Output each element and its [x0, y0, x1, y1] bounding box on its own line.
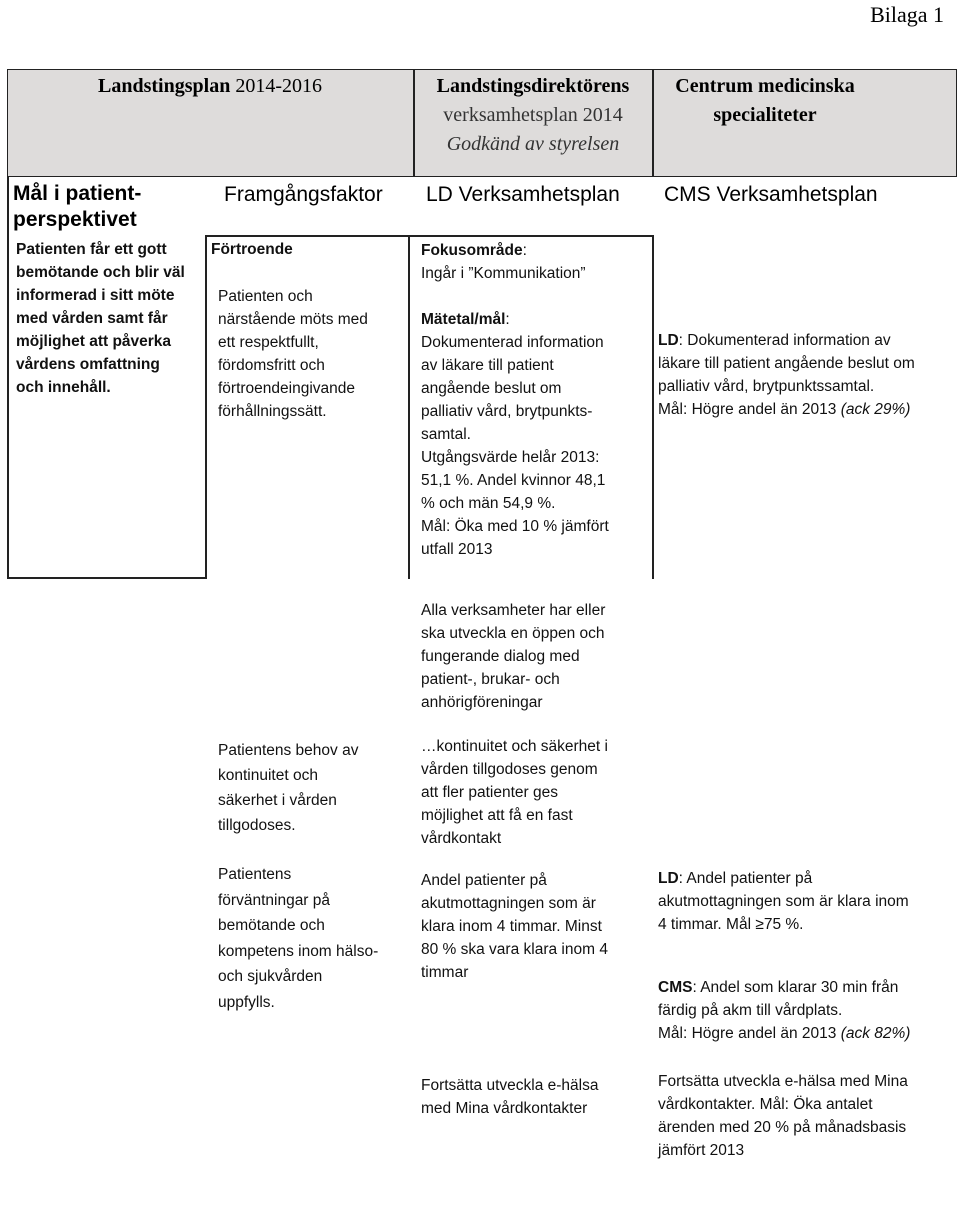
row5-ld-line: med Mina vårdkontakter: [421, 1100, 588, 1117]
table-left-border: [7, 177, 9, 579]
row5-ld-line: Fortsätta utveckla e-hälsa: [421, 1077, 599, 1094]
row4-ld-line: Andel patienter på: [421, 872, 547, 889]
row4-cms-line: färdig på akm till vårdplats.: [658, 1002, 843, 1019]
row1-ld-plan: [421, 239, 649, 561]
row3-factor: [218, 738, 403, 838]
row2-ld-line: anhörigföreningar: [421, 694, 543, 711]
row1-factor-title: Förtroende: [211, 241, 293, 258]
header-ld-line2: verksamhetsplan 2014: [443, 104, 623, 126]
row5-cms-line: jämfört 2013: [658, 1142, 745, 1159]
row1-goal-line: möjlighet att påverka: [16, 333, 172, 350]
row1-cms-line: palliativ vård, brytpunktssamtal.: [658, 378, 875, 395]
ld-cms-divider: [652, 235, 654, 579]
row1-goal-line: bemötande och blir väl: [16, 264, 185, 281]
row4-factor-line: och sjukvården: [218, 968, 323, 985]
row3-factor-line: tillgodoses.: [218, 817, 296, 834]
header-cms: [655, 72, 875, 130]
row1-ld-metric-line: angående beslut om: [421, 380, 562, 397]
row1-cms-prefix: LD: [658, 332, 679, 349]
row3-ld-plan: [421, 735, 649, 850]
header-cms-line1: Centrum medicinska: [675, 75, 855, 97]
row1-ld-metric-line: % och män 54,9 %.: [421, 495, 556, 512]
header-ld-line1: Landstingsdirektörens: [436, 75, 630, 97]
column-heading-goal-line1: Mål i patient-: [13, 182, 142, 205]
row1-ld-metric-line: samtal.: [421, 426, 471, 443]
row1-top-border: [205, 235, 652, 237]
row4-factor-line: bemötande och: [218, 917, 325, 934]
row1-goal-line: med vården samt får: [16, 310, 168, 327]
row4-factor-line: Patientens: [218, 866, 292, 883]
factor-ld-divider: [408, 235, 410, 579]
row1-ld-metric-line: 51,1 %. Andel kvinnor 48,1: [421, 472, 606, 489]
row2-ld-line: Alla verksamheter har eller: [421, 602, 606, 619]
row4-factor-line: förväntningar på: [218, 891, 331, 909]
column-heading-ld: LD Verksamhetsplan: [426, 183, 620, 206]
row1-goal-line: Patienten får ett gott: [16, 241, 167, 258]
row4-cms-goal: Mål: Högre andel än 2013: [658, 1025, 841, 1042]
row1-factor-line: förhållningssätt.: [218, 403, 327, 420]
row2-ld-line: ska utveckla en öppen och: [421, 625, 605, 642]
row3-ld-line: möjlighet att få en fast: [421, 807, 573, 824]
row1-cms-line: : Dokumenterad information av: [678, 332, 891, 349]
metric-label: Mätetal/mål: [421, 311, 506, 328]
header-landstingsplan: [10, 72, 410, 101]
row4-cms-goal-ack: (ack 82%): [840, 1025, 911, 1042]
row4-ld-line: akutmottagningen som är: [421, 895, 596, 912]
row1-ld-metric-line: palliativ vård, brytpunkts-: [421, 403, 593, 420]
row4-cms-prefix: CMS: [658, 979, 693, 996]
page-label: Bilaga 1: [870, 2, 944, 27]
row4-cms-line: : Andel som klarar 30 min från: [692, 979, 899, 996]
row1-cms-plan: [658, 329, 954, 421]
row1-ld-metric-line: Utgångsvärde helår 2013:: [421, 449, 600, 466]
row4-factor: [218, 862, 403, 1015]
row2-ld-line: fungerande dialog med: [421, 648, 580, 665]
row3-ld-line: …kontinuitet och säkerhet i: [421, 738, 608, 755]
row4-cms-ld-line: akutmottagningen som är klara inom: [658, 893, 909, 910]
row1-ld-focus-value: Ingår i ”Kommunikation”: [421, 265, 586, 282]
row3-ld-line: vårdkontakt: [421, 830, 502, 847]
row5-cms-line: vårdkontakter. Mål: Öka antalet: [658, 1096, 873, 1113]
row4-factor-line: uppfylls.: [218, 993, 275, 1011]
column-heading-goal: [13, 181, 203, 233]
row4-cms-ld-line: : Andel patienter på: [678, 870, 813, 887]
row1-factor-line: ett respektfullt,: [218, 334, 319, 351]
row2-ld-line: patient-, brukar- och: [421, 671, 560, 688]
row5-ld-plan: [421, 1074, 649, 1120]
goal-factor-divider: [205, 235, 207, 579]
row3-factor-line: kontinuitet och: [218, 767, 318, 784]
row4-ld-line: klara inom 4 timmar. Minst: [421, 918, 602, 935]
row1-ld-metric: Mätetal/mål:: [421, 311, 510, 328]
row3-ld-line: vården tillgodoses genom: [421, 761, 598, 778]
row1-ld-focus: Fokusområde:: [421, 242, 527, 259]
row1-ld-metric-line: av läkare till patient: [421, 357, 554, 374]
column-heading-cms: CMS Verksamhetsplan: [664, 183, 878, 206]
row1-goal: [16, 238, 202, 399]
row1-cms-goal: Mål: Högre andel än 2013: [658, 401, 841, 418]
row4-cms-ld-line: 4 timmar. Mål ≥75 %.: [658, 916, 804, 933]
header-divider-2: [652, 69, 654, 177]
header-landstingsplan-years: 2014-2016: [230, 75, 322, 97]
row4-ld-plan: [421, 869, 649, 984]
header-ld-line3: Godkänd av styrelsen: [446, 133, 620, 155]
row1-goal-line: informerad i sitt möte: [16, 287, 175, 304]
goal-cell-bottom-border: [7, 577, 206, 579]
header-landstingsplan-bold: Landstingsplan: [98, 75, 231, 97]
row1-factor-line: Patienten och: [218, 288, 313, 305]
row1-cms-line: läkare till patient angående beslut om: [658, 355, 915, 372]
row4-cms-plan: [658, 867, 954, 1045]
row5-cms-plan: [658, 1070, 954, 1162]
row3-factor-line: Patientens behov av: [218, 742, 359, 759]
column-heading-goal-line2: perspektivet: [13, 208, 137, 231]
row1-goal-line: vårdens omfattning: [16, 356, 160, 373]
row4-ld-line: timmar: [421, 964, 469, 981]
row1-factor-line: fördomsfritt och: [218, 357, 325, 374]
row4-ld-prefix: LD: [658, 870, 679, 887]
row3-factor-line: säkerhet i vården: [218, 792, 337, 809]
row1-ld-metric-line: utfall 2013: [421, 541, 493, 558]
row1-factor-line: närstående möts med: [218, 311, 368, 328]
row5-cms-line: Fortsätta utveckla e-hälsa med Mina: [658, 1073, 908, 1090]
row1-factor-body: [218, 285, 403, 423]
row2-ld-plan: [421, 599, 649, 714]
header-divider-1: [413, 69, 415, 177]
row1-goal-line: och innehåll.: [16, 379, 111, 396]
focus-label: Fokusområde: [421, 242, 523, 259]
column-heading-factor: Framgångsfaktor: [224, 183, 383, 206]
header-ld-plan: [413, 72, 653, 159]
row1-ld-metric-line: Dokumenterad information: [421, 334, 604, 351]
row1-factor-line: förtroendeingivande: [218, 380, 356, 397]
row1-cms-goal-ack: (ack 29%): [840, 401, 911, 418]
row4-ld-line: 80 % ska vara klara inom 4: [421, 941, 608, 958]
header-cms-line2: specialiteter: [713, 104, 817, 126]
row3-ld-line: att fler patienter ges: [421, 784, 558, 801]
row1-ld-metric-line: Mål: Öka med 10 % jämfört: [421, 518, 609, 535]
row5-cms-line: ärenden med 20 % på månadsbasis: [658, 1119, 907, 1136]
row4-factor-line: kompetens inom hälso-: [218, 942, 379, 960]
